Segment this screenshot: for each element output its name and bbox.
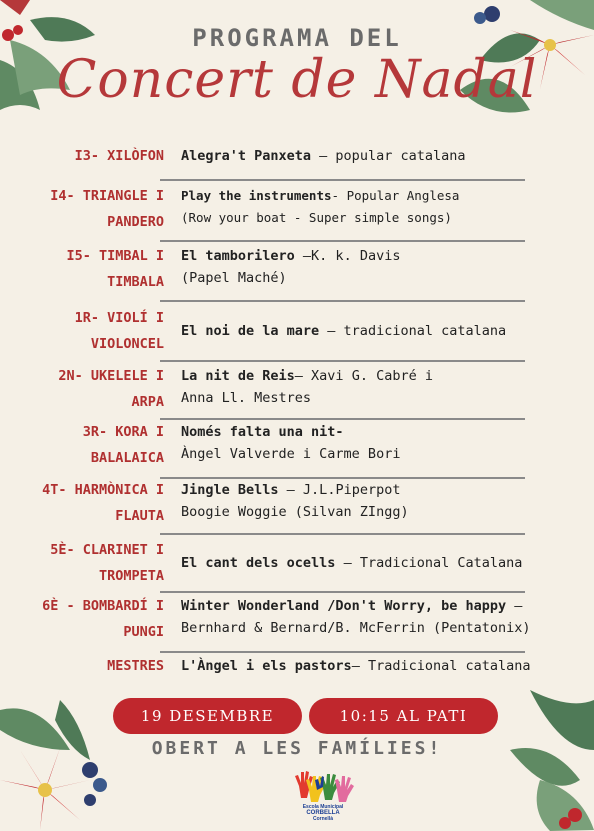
piece-author: – J.L.Piperpot bbox=[278, 482, 401, 498]
piece-line-2: (Papel Maché) bbox=[181, 270, 287, 286]
piece-info bbox=[181, 145, 591, 167]
piece-author: –K. k. Davis bbox=[294, 248, 401, 264]
piece-title: Play the instruments bbox=[181, 188, 332, 203]
concert-title: Concert de Nadal bbox=[56, 50, 538, 110]
instrument-line: VIOLONCEL bbox=[90, 336, 164, 352]
piece-line-2: Anna Ll. Mestres bbox=[181, 390, 312, 406]
instrument-line: 5È- CLARINET I bbox=[50, 542, 164, 558]
piece-line-1 bbox=[181, 365, 591, 387]
time-place-badge: 10:15 AL PATI bbox=[309, 698, 498, 734]
instrument-label bbox=[0, 307, 164, 355]
piece-author: – Xavi G. Cabré i bbox=[294, 368, 433, 384]
instrument-label bbox=[0, 539, 164, 587]
piece-line-1 bbox=[181, 185, 591, 207]
piece-line-2: Àngel Valverde i Carme Bori bbox=[181, 446, 401, 462]
piece-info bbox=[181, 421, 591, 465]
instrument-label bbox=[0, 421, 164, 469]
row-separator bbox=[160, 651, 525, 653]
instrument-line: ARPA bbox=[131, 394, 164, 410]
piece-title: Jingle Bells bbox=[181, 482, 279, 498]
row-separator bbox=[160, 179, 525, 181]
hands-logo-icon bbox=[283, 766, 363, 804]
instrument-line: 3R- KORA I bbox=[82, 424, 164, 440]
date-badge: 19 DESEMBRE bbox=[113, 698, 302, 734]
piece-info bbox=[181, 595, 591, 639]
instrument-line: 2N- UKELELE I bbox=[58, 368, 164, 384]
instrument-label bbox=[0, 655, 164, 677]
piece-author: – bbox=[506, 598, 523, 614]
instrument-label bbox=[0, 145, 164, 167]
piece-title: L'Àngel i els pastors bbox=[181, 658, 352, 674]
instrument-line: TIMBALA bbox=[107, 274, 164, 290]
piece-info bbox=[181, 655, 591, 677]
school-logo bbox=[283, 766, 363, 826]
row-separator bbox=[160, 591, 525, 593]
holly-bottom-right-decoration bbox=[490, 690, 594, 831]
program-title: PROGRAMA DEL bbox=[192, 24, 402, 52]
piece-line-1 bbox=[181, 421, 591, 443]
piece-title: Alegra't Panxeta bbox=[181, 148, 312, 164]
piece-line-1 bbox=[181, 595, 591, 617]
instrument-line: BALALAICA bbox=[90, 450, 164, 466]
piece-line-2: Bernhard & Bernard/B. McFerrin (Pentatonix) bbox=[181, 620, 531, 636]
instrument-line: I4- TRIANGLE I bbox=[50, 188, 164, 204]
row-separator bbox=[160, 300, 525, 302]
piece-author: – Tradicional Catalana bbox=[335, 555, 523, 571]
piece-author: – tradicional catalana bbox=[319, 323, 507, 339]
piece-line-1 bbox=[181, 245, 591, 267]
piece-title: Winter Wonderland /Don't Worry, be happy bbox=[181, 598, 507, 614]
instrument-line: 1R- VIOLÍ I bbox=[74, 310, 164, 326]
piece-info bbox=[181, 552, 591, 574]
instrument-label bbox=[0, 365, 164, 413]
instrument-line: 6È - BOMBARDÍ I bbox=[42, 598, 164, 614]
piece-line-2: (Row your boat - Super simple songs) bbox=[181, 210, 452, 225]
piece-title: El cant dels ocells bbox=[181, 555, 336, 571]
logo-line-2: CORBELLA bbox=[306, 810, 340, 816]
instrument-label bbox=[0, 245, 164, 293]
row-separator bbox=[160, 533, 525, 535]
piece-line-2: Boogie Woggie (Silvan ZIngg) bbox=[181, 504, 409, 520]
instrument-line: I3- XILÒFON bbox=[74, 148, 164, 164]
row-separator bbox=[160, 360, 525, 362]
instrument-line: FLAUTA bbox=[115, 508, 164, 524]
instrument-line: 4T- HARMÒNICA I bbox=[42, 482, 164, 498]
piece-info bbox=[181, 245, 591, 289]
piece-line-1 bbox=[181, 320, 591, 342]
piece-line-1 bbox=[181, 479, 591, 501]
row-separator bbox=[160, 240, 525, 242]
piece-line-1 bbox=[181, 145, 591, 167]
piece-info bbox=[181, 479, 591, 523]
row-separator bbox=[160, 418, 525, 420]
piece-author: – Tradicional catalana bbox=[351, 658, 531, 674]
instrument-label bbox=[0, 595, 164, 643]
instrument-label bbox=[0, 479, 164, 527]
logo-line-3: Cornellà bbox=[312, 816, 333, 822]
piece-line-1 bbox=[181, 655, 591, 677]
instrument-line: I5- TIMBAL I bbox=[66, 248, 164, 264]
instrument-line: PUNGI bbox=[123, 624, 164, 640]
instrument-line: MESTRES bbox=[107, 658, 164, 674]
piece-info bbox=[181, 320, 591, 342]
piece-info bbox=[181, 365, 591, 409]
piece-title: Només falta una nit- bbox=[181, 424, 344, 440]
instrument-line: TROMPETA bbox=[98, 568, 164, 584]
piece-title: El tamborilero bbox=[181, 248, 295, 264]
piece-title: El noi de la mare bbox=[181, 323, 320, 339]
row-separator bbox=[160, 477, 525, 479]
piece-author: - Popular Anglesa bbox=[331, 188, 460, 203]
piece-title: La nit de Reis bbox=[181, 368, 295, 384]
piece-info bbox=[181, 185, 591, 229]
poinsettia-bottom-left-decoration bbox=[0, 690, 130, 831]
logo-line-1: Escola Municipal bbox=[302, 804, 344, 810]
piece-line-1 bbox=[181, 552, 591, 574]
open-to-families-text: OBERT A LES FAMÍLIES! bbox=[151, 738, 443, 759]
instrument-label bbox=[0, 185, 164, 233]
piece-author: – popular catalana bbox=[311, 148, 466, 164]
instrument-line: PANDERO bbox=[107, 214, 164, 230]
school-name bbox=[283, 804, 363, 822]
